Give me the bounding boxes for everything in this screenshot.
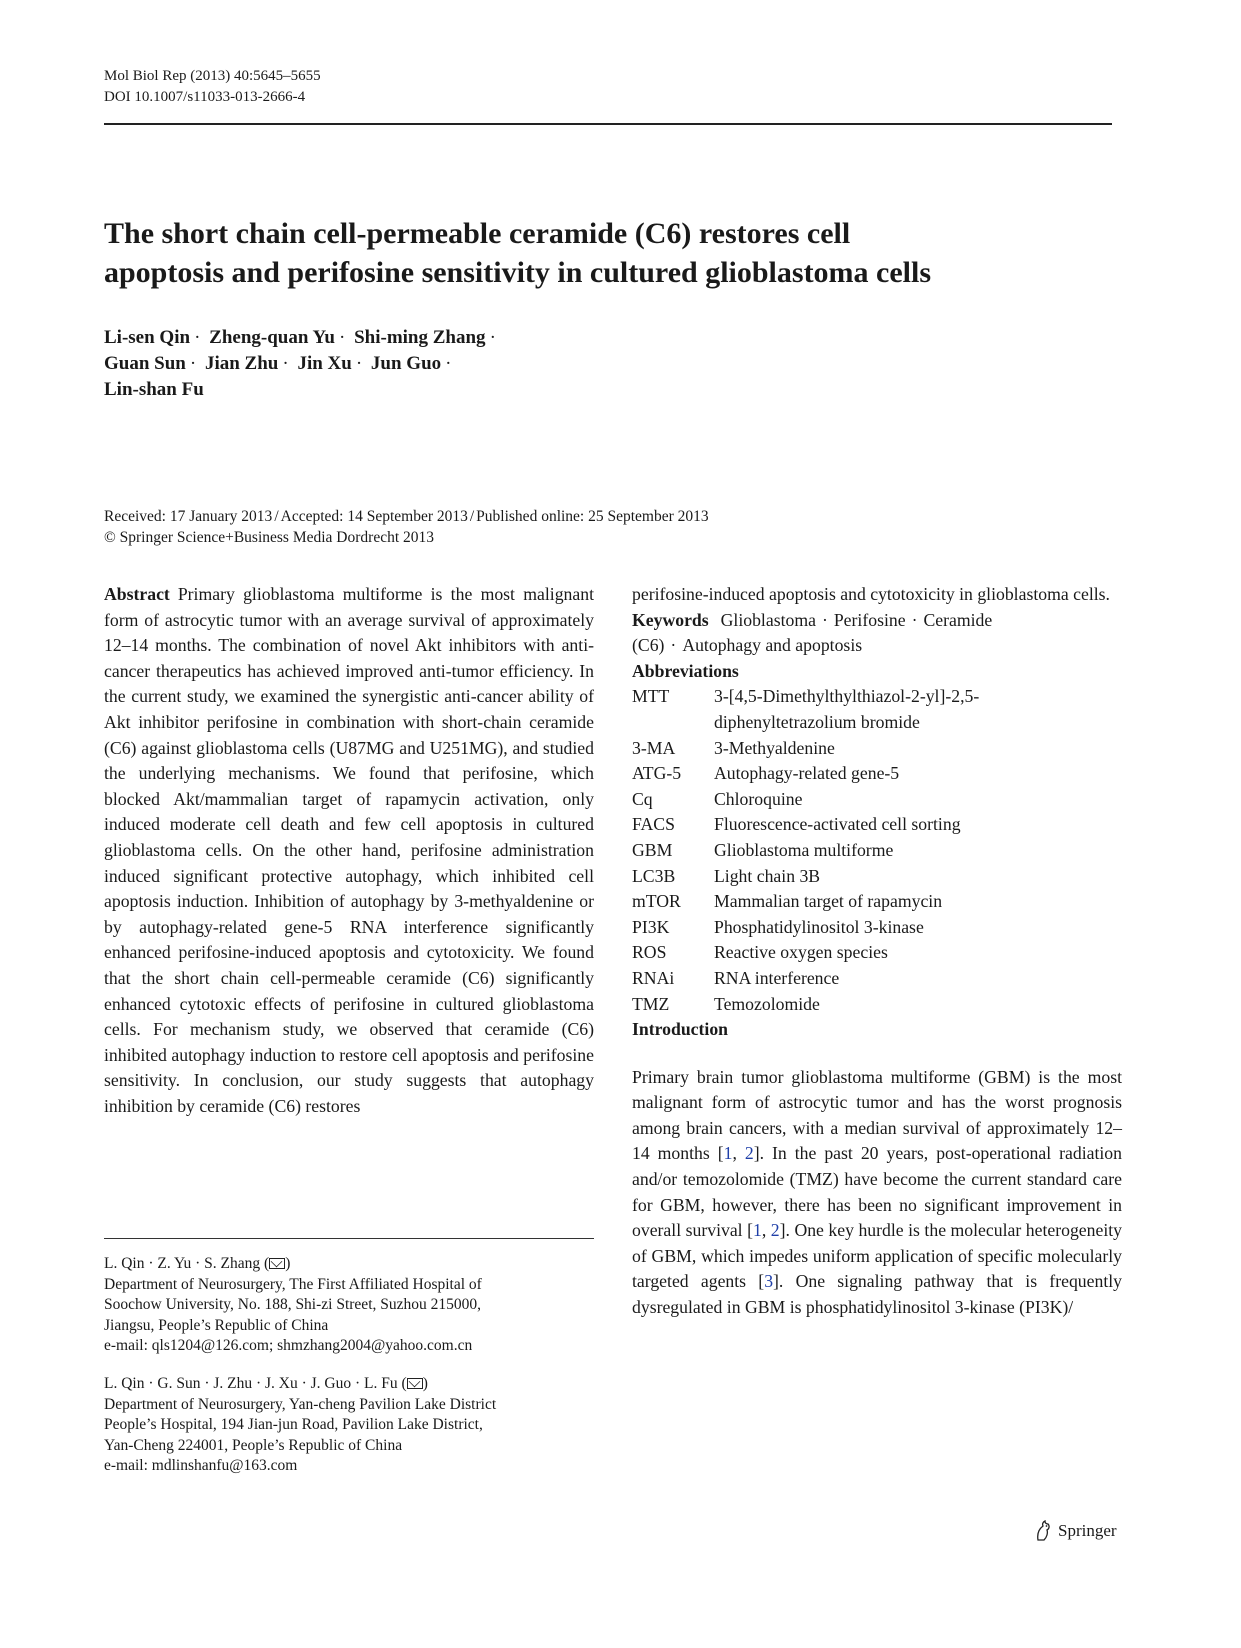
abbr-row — [632, 812, 1024, 838]
intro-segment: Primary brain tumor glioblastoma multiforme (GBM) is the most malignant form of astrocytic tumor and has the worst prognosis among brain cancers, with a median survival of approximately 12–14 months — [632, 1066, 1122, 1164]
article-dates: Received: 17 January 2013 / Accepted: 14 September 2013 / Published online: 25 September 2013 © Springer Science+Business Media Dordrecht 2013 — [104, 508, 709, 546]
abbr-row — [632, 787, 1024, 813]
affiliation-dept: Department of Neurosurgery, The First Affiliated Hospital of — [104, 1275, 482, 1293]
author-list: Li-sen Qin · Zheng-quan Yu · Shi-ming Zhang · Guan Sun · Jian Zhu · Jin Xu · Jun Guo · Lin-shan Fu — [104, 327, 496, 400]
affiliation-1: L. Qin · Z. Yu · S. Zhang ( ) Department of Neurosurgery, The First Affiliated Hospital of Soochow University, No. 188, Shi-zi Street, Suzhou 215000, Jiangsu, People’s Republic of China e-mail: qls1204@126.com; shmzhang2004@yahoo.com.cn — [104, 1254, 604, 1357]
abbr-key: GBM — [632, 839, 673, 860]
abbr-row — [632, 684, 1024, 735]
abbr-key: PI3K — [632, 916, 670, 937]
abbr-full: 3-Methyaldenine — [714, 737, 835, 758]
keyword: Ceramide (C6) — [632, 609, 993, 656]
abbr-full: Glioblastoma multiforme — [714, 839, 894, 860]
abbr-row — [632, 966, 1024, 992]
introduction-heading: Introduction — [632, 1019, 728, 1040]
keyword: Autophagy and apoptosis — [682, 635, 863, 656]
journal-header — [104, 66, 321, 108]
abbr-key: ROS — [632, 942, 667, 963]
introduction-text: Primary brain tumor glioblastoma multiforme (GBM) is the most malignant form of astrocytic tumor and has the worst prognosis among brain cancers, with a median survival of approximately 12–14 months [1, 2]. In the past 20 years, post-operational radiation and/or temozolomide (TMZ) have become the current standard care for GBM, however, there has been no significant improvement in overall survival [1, 2]. One key hurdle is the molecular heterogeneity of GBM, which impedes uniform application of specific molecularly targeted agents [3]. One signaling pathway that is frequently dysregulated in GBM is phosphatidylinositol 3-kinase (PI3K)/ — [632, 1066, 1123, 1318]
abbr-key: ATG-5 — [632, 763, 682, 784]
intro-segment: . One key hurdle is the molecular heterogeneity of GBM, which impedes uniform application of specific molecularly targeted agents — [632, 1220, 1123, 1292]
author: Jian Zhu — [204, 353, 279, 374]
mail-icon — [269, 1258, 285, 1269]
publisher-logo — [1034, 1520, 1117, 1542]
copyright: © Springer Science+Business Media Dordrecht 2013 — [104, 529, 435, 546]
abbr-row — [632, 736, 1024, 762]
abbr-full: Phosphatidylinositol 3-kinase — [714, 916, 924, 937]
abbr-full: 3-[4,5-Dimethylthylthiazol-2-yl]-2,5-diphenyltetrazolium bromide — [714, 686, 980, 732]
abbreviations-heading: Abbreviations — [632, 660, 739, 681]
abbr-full: Chloroquine — [714, 788, 803, 809]
abbr-key: Cq — [632, 788, 653, 809]
reference-link[interactable]: 1 — [723, 1143, 733, 1164]
keywords-label: Keywords — [632, 609, 709, 630]
abstract-continuation: perifosine-induced apoptosis and cytotoxicity in glioblastoma cells. — [632, 584, 1110, 604]
keyword: Glioblastoma — [720, 609, 816, 630]
author: Li-sen Qin — [104, 327, 191, 348]
reference-link[interactable]: 2 — [744, 1143, 754, 1164]
reference-link[interactable]: 3 — [764, 1271, 774, 1292]
abbr-key: RNAi — [632, 967, 675, 988]
abbr-full: Fluorescence-activated cell sorting — [714, 814, 961, 835]
author: Lin-shan Fu — [104, 379, 204, 400]
author: Jun Guo — [370, 353, 442, 374]
abstract-label: Abstract — [104, 584, 170, 604]
abbr-key: mTOR — [632, 891, 681, 912]
author: Jin Xu — [297, 353, 352, 374]
abstract — [104, 582, 594, 1119]
affiliation-address: Yan-Cheng 224001, People’s Republic of China — [104, 1436, 403, 1454]
abbr-row — [632, 940, 1024, 966]
received-date: Received: 17 January 2013 — [104, 508, 273, 525]
accepted-date: Accepted: 14 September 2013 — [280, 508, 468, 525]
abbr-full: Reactive oxygen species — [714, 942, 888, 963]
title-line-1: The short chain cell-permeable ceramide (C6) restores cell — [104, 217, 851, 250]
abbr-key: 3-MA — [632, 737, 676, 758]
abbr-key: LC3B — [632, 865, 676, 886]
springer-horse-icon — [1034, 1520, 1052, 1542]
abbr-row — [632, 761, 1024, 787]
keywords: Keywords Glioblastoma · Perifosine · Ceramide (C6) · Autophagy and apoptosis — [632, 609, 993, 656]
abbreviations-table — [632, 684, 1024, 1017]
affiliation-authors: L. Qin · Z. Yu · S. Zhang — [104, 1255, 261, 1272]
abbr-full: Mammalian target of rapamycin — [714, 891, 943, 912]
abbr-row — [632, 992, 1024, 1018]
abstract-text: Primary glioblastoma multiforme is the most malignant form of astrocytic tumor with an average survival of approximately 12–14 months. The combination of novel Akt inhibitors with anti-cancer therapeutics has achieved improved anti-tumor efficiency. In the current study, we examined the synergistic anti-cancer ability of Akt inhibitor perifosine in combination with short-chain ceramide (C6) against glioblastoma cells (U87MG and U251MG), and studied the underlying mechanisms. We found that perifosine, which blocked Akt/mammalian target of rapamycin activation, only induced moderate cell death and few cell apoptosis in cultured glioblastoma cells. On the other hand, perifosine administration induced significant protective autophagy, which inhibited cell apoptosis induction. Inhibition of autophagy by 3-methyaldenine or by autophagy-related gene-5 RNA interference significantly enhanced perifosine-induced apoptosis and cytotoxicity. We found that the short chain cell-permeable ceramide (C6) significantly enhanced cytotoxic effects of perifosine in cultured glioblastoma cells. For mechanism study, we observed that ceramide (C6) inhibited autophagy induction to restore cell apoptosis and perifosine sensitivity. In conclusion, our study suggests that autophagy inhibition by ceramide (C6) restores — [104, 584, 594, 1116]
abbr-row — [632, 864, 1024, 890]
affiliation-address: Soochow University, No. 188, Shi-zi Street, Suzhou 215000, — [104, 1296, 481, 1313]
reference-link[interactable]: 1 — [753, 1220, 762, 1241]
author: Shi-ming Zhang — [354, 327, 486, 348]
affiliation-address: Jiangsu, People’s Republic of China — [104, 1316, 329, 1334]
author: Zheng-quan Yu — [209, 327, 335, 348]
footnote-rule — [104, 1238, 594, 1239]
published-date: Published online: 25 September 2013 — [476, 508, 709, 525]
article-title — [104, 214, 1114, 292]
header-rule — [104, 123, 1112, 125]
affiliation-authors: L. Qin · G. Sun · J. Zhu · J. Xu · J. Guo · L. Fu — [104, 1375, 398, 1392]
intro-segment: . One signaling pathway that is frequently dysregulated in GBM is phosphatidylinositol 3-kinase (PI3K)/ — [632, 1271, 1122, 1318]
author: Guan Sun — [104, 353, 186, 374]
reference-link[interactable]: 2 — [770, 1220, 780, 1241]
title-line-2: apoptosis and perifosine sensitivity in cultured glioblastoma cells — [104, 256, 932, 289]
mail-icon — [407, 1378, 423, 1389]
abbr-full: Autophagy-related gene-5 — [714, 763, 900, 784]
publisher-name: Springer — [1058, 1521, 1117, 1540]
right-column — [632, 582, 1122, 1321]
affiliation-email[interactable]: e-mail: qls1204@126.com; shmzhang2004@yahoo.com.cn — [104, 1337, 473, 1354]
abbr-row — [632, 915, 1024, 941]
journal-citation: Mol Biol Rep (2013) 40:5645–5655 — [104, 68, 321, 84]
abbr-row — [632, 889, 1024, 915]
affiliation-email[interactable]: e-mail: mdlinshanfu@163.com — [104, 1457, 298, 1474]
abbr-key: TMZ — [632, 993, 670, 1014]
affiliation-2: L. Qin · G. Sun · J. Zhu · J. Xu · J. Guo · L. Fu ( ) Department of Neurosurgery, Yan-cheng Pavilion Lake District People’s Hospital, 194 Jian-jun Road, Pavilion Lake District, Yan-Cheng 224001, People’s Republic of China e-mail: mdlinshanfu@163.com — [104, 1374, 604, 1477]
affiliation-address: People’s Hospital, 194 Jian-jun Road, Pavilion Lake District, — [104, 1416, 483, 1433]
abbr-row — [632, 838, 1024, 864]
abbr-key: FACS — [632, 814, 675, 835]
abbr-full: RNA interference — [714, 967, 840, 988]
intro-segment: . In the past 20 years, post-operational radiation and/or temozolomide (TMZ) have become the current standard care for GBM, however, there has been no significant improvement in overall survival — [632, 1143, 1122, 1241]
abbr-key: MTT — [632, 686, 670, 707]
abbr-full: Light chain 3B — [714, 865, 821, 886]
doi: DOI 10.1007/s11033-013-2666-4 — [104, 89, 306, 105]
keyword: Perifosine — [833, 609, 906, 630]
affiliation-dept: Department of Neurosurgery, Yan-cheng Pavilion Lake District — [104, 1395, 497, 1413]
abbr-full: Temozolomide — [714, 993, 820, 1014]
